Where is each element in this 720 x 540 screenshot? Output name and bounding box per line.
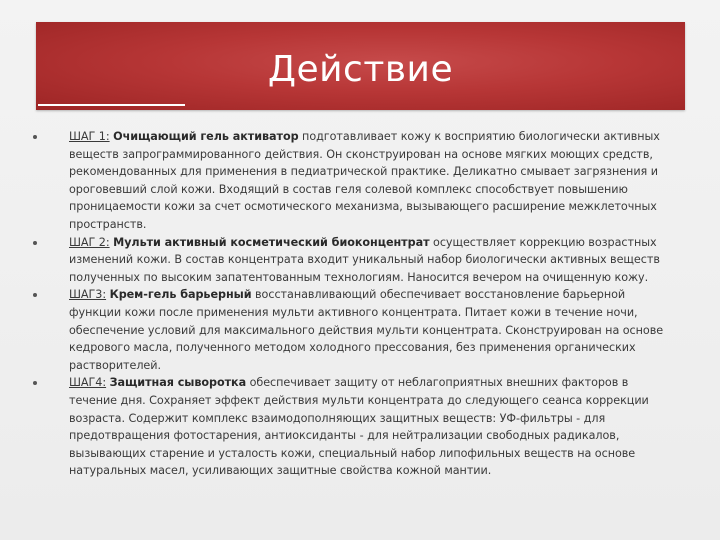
product-name: Крем-гель барьерный	[109, 288, 252, 302]
step-description: подготавливает кожу к восприятию биологически активных веществ запрограммированного действия. Он сконструирован на основе мягких моющих средств, рекомендованных для применения в педиатрической практике. Деликатно смывает загрязнения и ороговевший слой кожи. Входящий в состав геля солевой комплекс способствует повышению проницаемости кожи за счет осмотического механизма, вызывающего расширение межклеточных пространств.	[69, 130, 660, 231]
bullet-dot-icon	[33, 293, 37, 297]
bullet-dot-icon	[33, 135, 37, 139]
bullet-dot-icon	[33, 381, 37, 385]
step-description: восстанавливающий обеспечивает восстановление барьерной функции кожи после применения мульти активного концентрата. Питает кожи в течение ночи, обеспечение условий для максимального действия мульти концентрата. Сконструирован на основе кедрового масла, полученного методом холодного прессования, без применения органических растворителей.	[69, 288, 664, 372]
bullet-item-step-1	[28, 128, 678, 234]
step-label: ШАГ 1:	[69, 130, 110, 143]
bullet-list	[28, 128, 678, 480]
step-label: ШАГ 2:	[69, 235, 110, 249]
title-underline	[38, 104, 185, 106]
bullet-item-step-3	[28, 286, 678, 374]
title-band	[36, 22, 685, 110]
step-description: осуществляет коррекцию возрастных изменений кожи. В состав концентрата входит уникальный набор биологически активных веществ полученных по высоким запатентованным технологиям. Наносится вечером на очищенную кожу.	[69, 235, 660, 284]
product-name: Защитная сыворотка	[109, 376, 247, 390]
step-label: ШАГ4:	[69, 376, 107, 390]
bullet-dot-icon	[33, 241, 37, 245]
slide-title: Действие	[267, 49, 454, 90]
bullet-item-step-2	[28, 234, 678, 287]
step-label: ШАГ3:	[69, 288, 107, 302]
bullet-item-step-4	[28, 374, 678, 480]
product-name: Очищающий гель активатор	[113, 130, 299, 143]
step-description: обеспечивает защиту от неблагоприятных внешних факторов в течение дня. Сохраняет эффект действия мульти концентрата до следующего сеанса коррекции возраста. Содержит комплекс взаимодополняющих защитных веществ: УФ-фильтры - для предотвращения фотостарения, антиоксиданты - для нейтрализации свободных радикалов, вызывающих старение и усталость кожи, специальный набор липофильных веществ на основе натуральных масел, усиливающих защитные свойства кожной мантии.	[69, 376, 649, 478]
product-name: Мульти активный косметический биоконцентрат	[113, 235, 430, 249]
